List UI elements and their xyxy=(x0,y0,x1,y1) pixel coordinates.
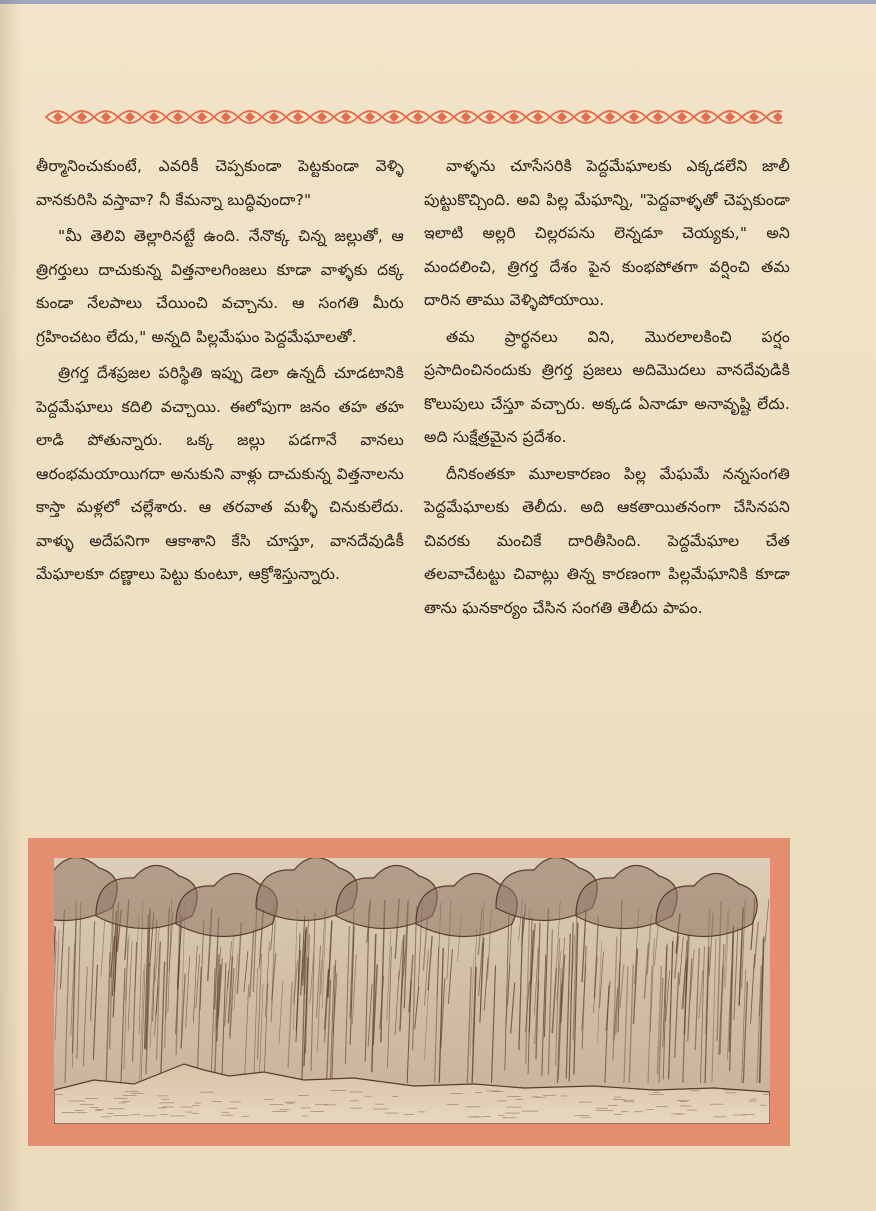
ornament-diamond xyxy=(581,112,591,122)
ornament-diamond xyxy=(773,112,782,122)
ornament-diamond xyxy=(485,112,495,122)
ornament-diamond xyxy=(317,112,327,122)
top-edge-bar xyxy=(0,0,876,4)
left-column xyxy=(36,150,404,595)
ornament-diamond xyxy=(293,112,303,122)
rain-storm-illustration xyxy=(54,858,770,1124)
ornament-diamond xyxy=(101,112,111,122)
ornament-diamond xyxy=(53,112,63,122)
ornament-diamond xyxy=(269,112,279,122)
ornament-diamond xyxy=(725,112,735,122)
paragraph: తమ ప్రార్థనలు విని, మొరలాలకించి పర్షం ప్రసాదించినందుకు త్రిగర్త ప్రజలు అదిమొదలు వానదేవుడికి కొలుపులు చేస్తూ వచ్చారు. అక్కడ ఏనాడూ అనావృష్టి లేదు. అది సుక్షేత్రమైన ప్రదేశం. xyxy=(424,327,790,446)
paragraph: వాళ్ళను చూసేసరికి పెద్దమేఘాలకు ఎక్కడలేని జాలీ పుట్టుకొచ్చింది. అవి పిల్ల మేఘాన్ని, "పెద్దవాళ్ళతో చెప్పకుండా ఇలాటి అల్లరి చిల్లరపను లెన్నడూ చెయ్యకు," అని మందలించి, త్రిగర్త దేశం పైన కుంభపోతగా వర్షించి తమ దారిన తాము వెళ్ళిపోయాయి. xyxy=(424,157,790,309)
ornament-diamond xyxy=(245,112,255,122)
ornament-diamond xyxy=(221,112,231,122)
ornament-diamond xyxy=(461,112,471,122)
ornament-diamond xyxy=(605,112,615,122)
paragraph: దీనికంతకూ మూలకారణం పిల్ల మేఘమే నన్నసంగతి పెద్దమేఘాలకు తెలీదు. అది ఆకతాయితనంగా చేసినపని చివరకు మంచికే దారితీసింది. పెద్దమేఘాల చేత తలవాచేటట్టు చివాట్లు తిన్న కారణంగా పిల్లమేఘానికి కూడా తాను ఘనకార్యం చేసిన సంగతి తెలీదు పాపం. xyxy=(424,464,790,617)
paragraph: తీర్మానించుకుంటే, ఎవరికీ చెప్పకుండా పెట్టకుండా వెళ్ళి వానకురిసి వస్తావా? నీ కేమన్నా బుద్ధివుందా?" xyxy=(36,157,404,209)
ornament-diamond xyxy=(413,112,423,122)
page-edge-shadow xyxy=(0,0,22,1211)
ornament-diamond xyxy=(533,112,543,122)
ornament-diamond xyxy=(749,112,759,122)
paragraph: "మీ తెలివి తెల్లారినట్టే ఉంది. నేనొక్క చిన్న జల్లుతో, ఆ త్రిగర్తులు దాచుకున్న విత్తనాలగింజలు కూడా వాళ్ళకు దక్క కుండా నేలపాలు చేయించి వచ్చాను. ఆ సంగతి మీరు గ్రహించటం లేదు," అన్నది పిల్లమేఘం పెద్దమేఘాలతో. xyxy=(36,227,404,346)
ornament-diamond xyxy=(509,112,519,122)
illustration-frame xyxy=(28,838,790,1146)
ornament-diamond xyxy=(557,112,567,122)
ornament-diamond xyxy=(653,112,663,122)
storm-drawing xyxy=(54,858,770,1124)
ornament-diamond xyxy=(125,112,135,122)
ornament-diamond xyxy=(629,112,639,122)
ornament-diamond xyxy=(437,112,447,122)
ornament-diamond xyxy=(77,112,87,122)
ornament-diamond xyxy=(341,112,351,122)
ornament-diamond xyxy=(173,112,183,122)
ornament-diamond xyxy=(389,112,399,122)
ornament-diamond xyxy=(197,112,207,122)
paragraph: త్రిగర్త దేశప్రజల పరిస్థితి ఇప్పు డెలా ఉన్నదీ చూడటానికి పెద్దమేఘాలు కదిలి వచ్చాయి. ఈలోపుగా జనం తహ తహ లాడి పోతున్నారు. ఒక్క జల్లు పడగానే వానలు ఆరంభమయాయిగదా అనుకుని వాళ్లు దాచుకున్న విత్తనాలను కాస్తా మళ్లలో చల్లేశారు. ఆ తరవాత మళ్ళీ చినుకులేదు. వాళ్ళు అదేపనిగా ఆకాశాని కేసి చూస్తూ, వానదేవుడికీ మేఘాలకూ దణ్ణాలు పెట్టు కుంటూ, ఆక్రోశిస్తున్నారు. xyxy=(36,364,404,583)
ornament-diamond xyxy=(677,112,687,122)
right-column xyxy=(424,150,790,628)
ornament-diamond xyxy=(149,112,159,122)
ornament-diamond xyxy=(701,112,711,122)
ornament-diamond xyxy=(365,112,375,122)
decorative-border xyxy=(40,104,782,130)
